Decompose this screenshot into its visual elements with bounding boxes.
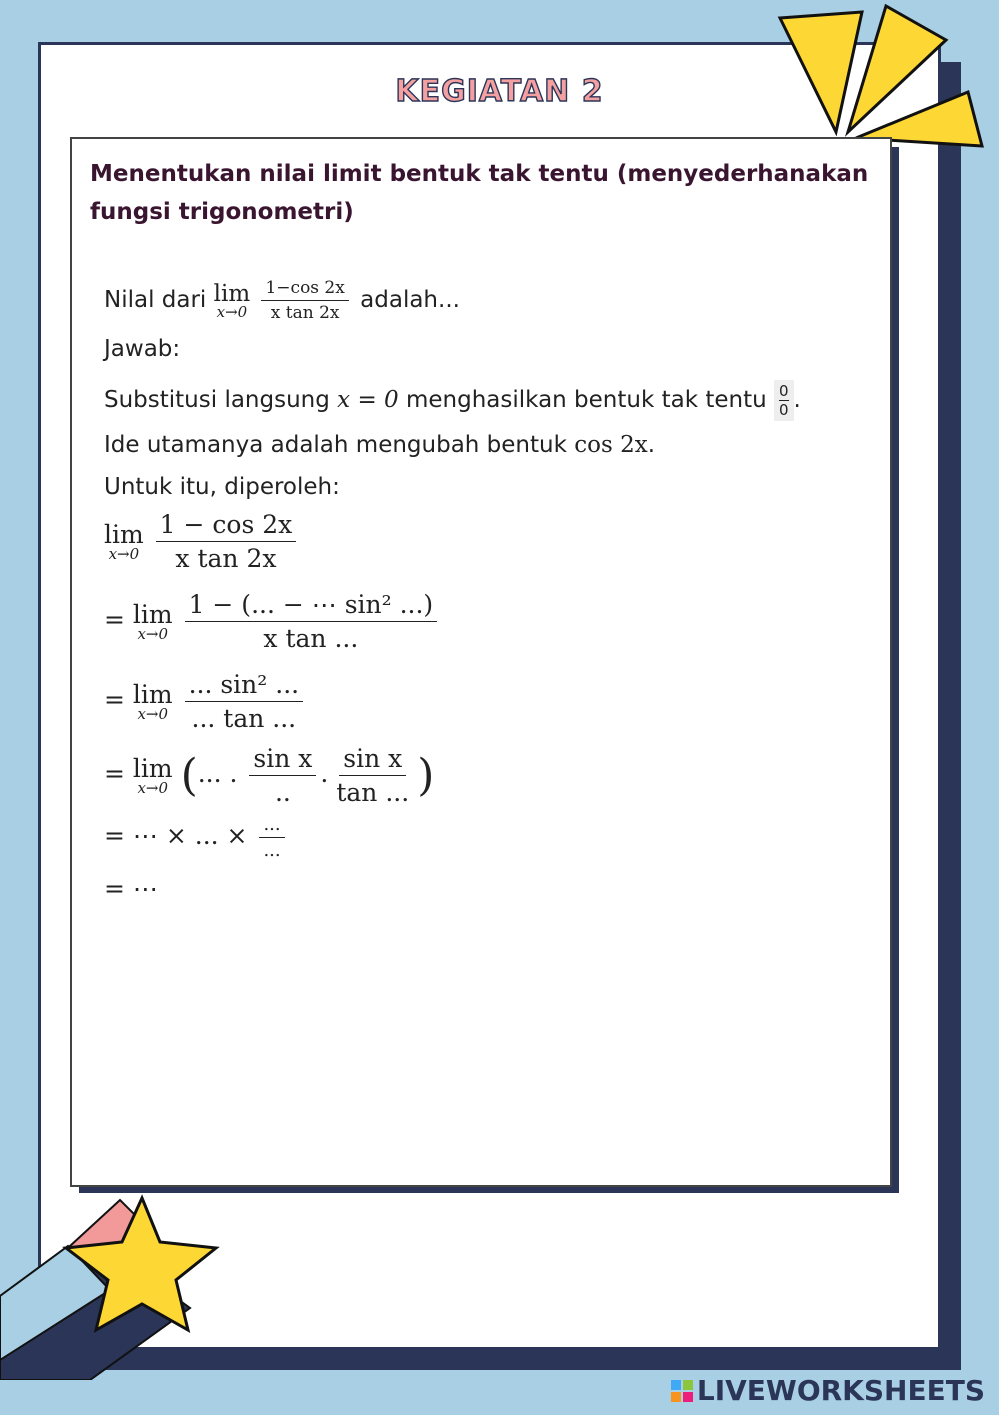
equals-sign: =	[104, 685, 125, 714]
fraction-numerator: 1 − (... − ⋯ sin² ...)	[185, 590, 438, 622]
limit-operator	[214, 281, 251, 321]
step-fraction	[332, 744, 413, 807]
yellow-triangle	[780, 12, 862, 132]
idea-line	[104, 432, 655, 458]
section-heading: Menentukan nilai limit bentuk tak tentu (menyederhanakan fungsi trigonometri)	[90, 161, 869, 225]
derivation-step-2	[104, 590, 441, 653]
liveworksheets-logo	[671, 1374, 985, 1407]
fraction-numerator: 1−cos 2x	[261, 278, 348, 301]
question-line	[104, 278, 460, 323]
step-fraction	[185, 670, 304, 733]
step-text: ⋯ × ... ×	[132, 821, 248, 850]
substitution-expr: x = 0	[337, 387, 399, 413]
substitution-suffix: menghasilkan bentuk tak tentu	[405, 387, 767, 413]
idea-text: Ide utamanya adalah mengubah bentuk	[104, 432, 567, 458]
question-prefix: Nilal dari	[104, 287, 207, 313]
fraction-denominator: ...	[263, 840, 281, 861]
fraction-denominator: tan ...	[336, 778, 410, 807]
open-paren: (	[180, 750, 198, 801]
period: .	[793, 387, 801, 413]
derivation-step-1	[104, 510, 300, 573]
fraction-numerator: ... sin² ...	[185, 670, 304, 702]
equals-sign: =	[104, 821, 125, 850]
equals-sign: =	[104, 605, 125, 634]
limit-operator	[133, 600, 173, 643]
shooting-star-decoration	[0, 1190, 230, 1380]
logo-text: LIVEWORKSHEETS	[696, 1374, 985, 1407]
fraction-denominator: x tan 2x	[175, 544, 277, 573]
limit-operator	[133, 754, 173, 797]
step-fraction	[156, 510, 297, 573]
logo-icon	[671, 1380, 693, 1402]
fraction-numerator: sin x	[339, 744, 406, 776]
limit-operator	[104, 520, 144, 563]
fraction-numerator: ...	[259, 814, 284, 838]
fraction-numerator: sin x	[249, 744, 316, 776]
step-fraction	[259, 814, 284, 861]
period: .	[647, 432, 655, 458]
lim-text: lim	[132, 600, 173, 629]
derivation-step-4	[104, 744, 434, 807]
question-fraction	[261, 278, 348, 323]
lim-text: lim	[132, 754, 173, 783]
equals-sign: =	[104, 759, 125, 788]
fraction-denominator: ..	[274, 778, 291, 807]
fraction-denominator: 0	[779, 401, 789, 419]
lim-text: lim	[213, 280, 251, 307]
fraction-denominator: x tan 2x	[270, 303, 340, 323]
limit-operator	[133, 680, 173, 723]
derivation-step-3	[104, 670, 307, 733]
dot-operator: .	[320, 759, 329, 788]
lim-subscript: x→0	[216, 302, 248, 321]
step-fraction	[249, 744, 316, 807]
substitution-line	[104, 380, 801, 421]
fraction-numerator: 0	[779, 382, 789, 400]
lim-subscript: x→0	[108, 545, 140, 563]
step-lead: ... .	[197, 759, 238, 788]
lim-subscript: x→0	[137, 705, 169, 723]
lim-text: lim	[132, 680, 173, 709]
derive-intro: Untuk itu, diperoleh:	[104, 474, 340, 500]
page-title: KEGIATAN 2	[395, 74, 604, 109]
derivation-step-6: = ⋯	[104, 874, 158, 903]
fraction-denominator: x tan ...	[263, 624, 359, 653]
lim-subscript: x→0	[137, 779, 169, 797]
answer-label: Jawab:	[104, 336, 181, 362]
substitution-prefix: Substitusi langsung	[104, 387, 330, 413]
lim-subscript: x→0	[137, 625, 169, 643]
fraction-denominator: ... tan ...	[191, 704, 297, 733]
step-fraction	[185, 590, 438, 653]
question-suffix: adalah...	[360, 287, 460, 313]
derivation-step-5	[104, 814, 289, 861]
indeterminate-fraction	[774, 380, 794, 421]
idea-expr: cos 2x	[574, 432, 648, 458]
fraction-numerator: 1 − cos 2x	[156, 510, 297, 542]
close-paren: )	[417, 750, 435, 801]
lim-text: lim	[104, 520, 144, 549]
